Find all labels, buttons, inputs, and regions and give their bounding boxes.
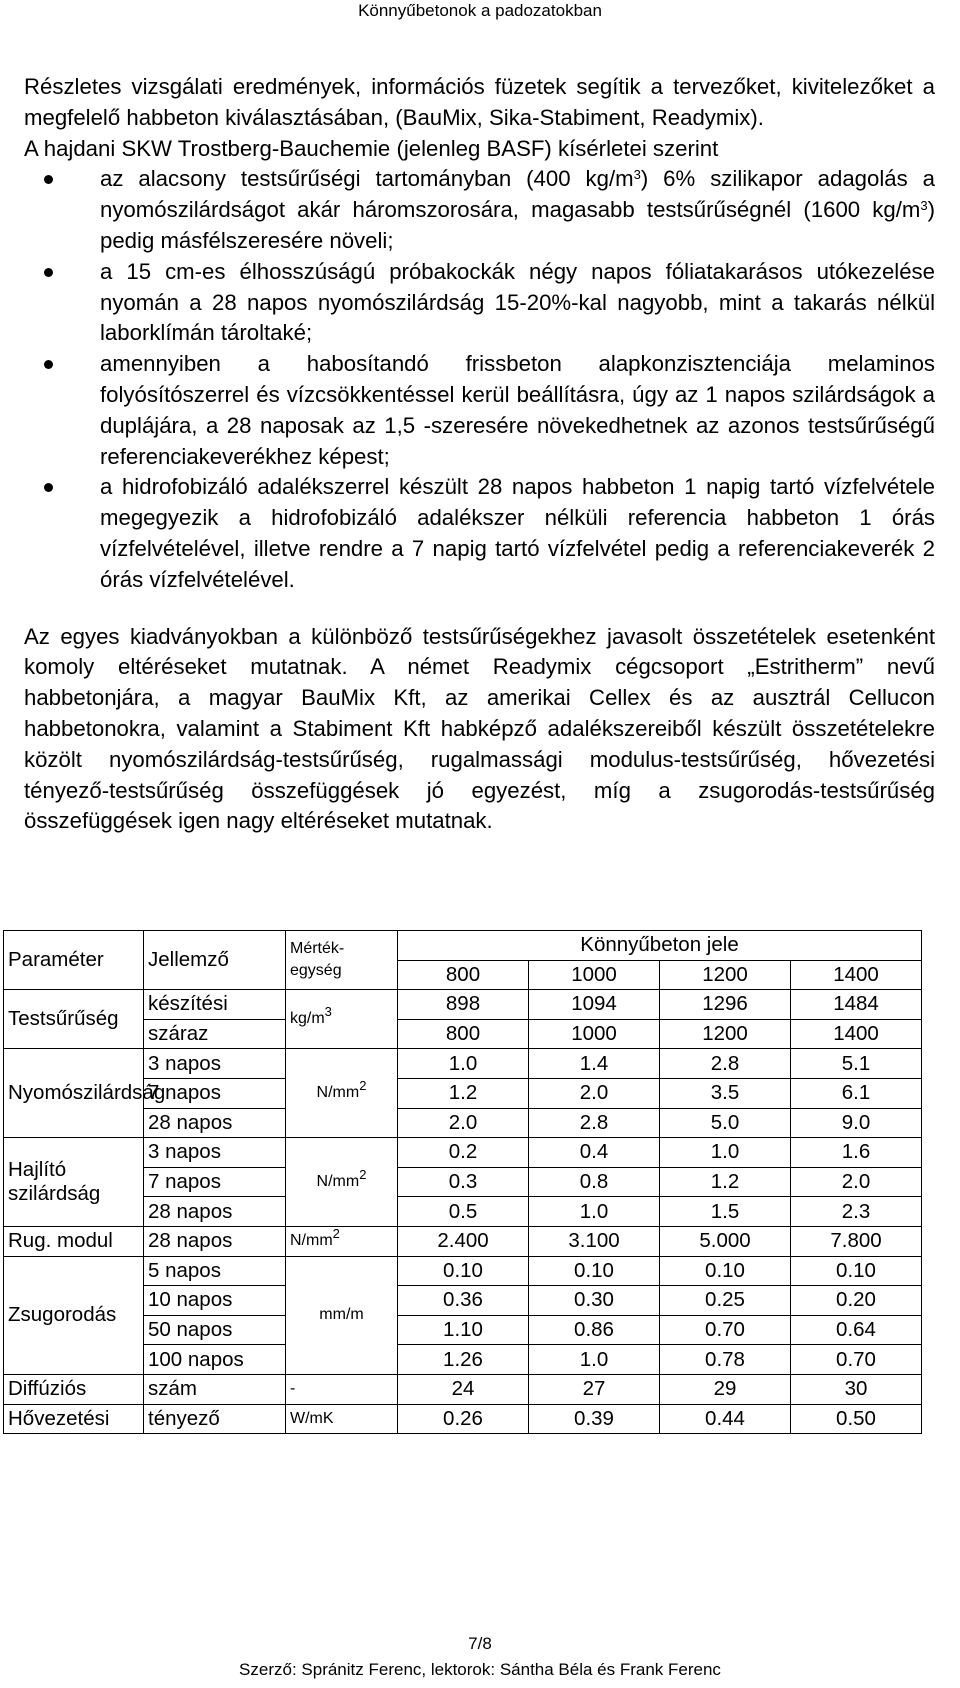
- superscript: 3: [633, 167, 641, 183]
- unit-cell: W/mK: [286, 1404, 398, 1434]
- bullet-text: az alacsony testsűrűségi tartományban (400 kg/m: [100, 166, 634, 192]
- bullet-text: a 15 cm-es élhosszúságú próbakockák négy napos fóliatakarásos utókezelése nyomán a 28 napos nyomószilárdság 15-20%-kal nagyobb, mint a takarás nélkül laborklímán tároltaké;: [100, 258, 935, 346]
- list-item: [24, 257, 935, 349]
- value-cell: 1.0: [529, 1345, 660, 1375]
- value-cell: 1.5: [660, 1197, 791, 1227]
- jellemzo-cell: készítési: [144, 990, 286, 1020]
- col-header: 800: [398, 960, 529, 990]
- unit-text: kg/m: [290, 1010, 325, 1028]
- bullet-icon: [44, 483, 53, 492]
- bullet-text: ) pedig másfélszeresére növeli;: [100, 197, 935, 253]
- jellemzo-cell: 3 napos: [144, 1049, 286, 1079]
- value-cell: 1.0: [529, 1197, 660, 1227]
- jellemzo-cell: 100 napos: [144, 1345, 286, 1375]
- value-cell: 30: [791, 1374, 922, 1404]
- header-group: Könnyűbeton jele: [398, 931, 922, 961]
- superscript: 2: [359, 1078, 367, 1094]
- superscript: 2: [332, 1226, 340, 1242]
- value-cell: 5.1: [791, 1049, 922, 1079]
- value-cell: 9.0: [791, 1108, 922, 1138]
- value-cell: 0.10: [398, 1256, 529, 1286]
- value-cell: 24: [398, 1374, 529, 1404]
- header-param: Paraméter: [4, 931, 144, 990]
- value-cell: 1.6: [791, 1138, 922, 1168]
- jellemzo-cell: 10 napos: [144, 1286, 286, 1316]
- unit-cell: [286, 990, 398, 1049]
- table-row: [4, 990, 922, 1020]
- value-cell: 0.8: [529, 1167, 660, 1197]
- value-cell: 0.20: [791, 1286, 922, 1316]
- table-row: [4, 1374, 922, 1404]
- unit-cell: [286, 1049, 398, 1138]
- jellemzo-cell: szám: [144, 1374, 286, 1404]
- value-cell: 0.25: [660, 1286, 791, 1316]
- value-cell: 27: [529, 1374, 660, 1404]
- value-cell: 0.70: [791, 1345, 922, 1375]
- value-cell: 1200: [660, 1019, 791, 1049]
- value-cell: 0.3: [398, 1167, 529, 1197]
- bullet-icon: [44, 268, 53, 277]
- param-cell: Diffúziós: [4, 1374, 144, 1404]
- value-cell: 3.5: [660, 1078, 791, 1108]
- bullet-text: a hidrofobizáló adalékszerrel készült 28 napos habbeton 1 napig tartó vízfelvétele megegyezik a hidrofobizáló adalékszer nélküli referencia habbeton 1 órás vízfelvételével, illetve rendre a 7 napig tartó vízfelvétel pedig a referenciakeverék 2 órás vízfelvételével.: [100, 474, 935, 592]
- jellemzo-cell: száraz: [144, 1019, 286, 1049]
- value-cell: 0.4: [529, 1138, 660, 1168]
- table-row: [4, 1404, 922, 1434]
- value-cell: 3.100: [529, 1226, 660, 1256]
- value-cell: 1094: [529, 990, 660, 1020]
- unit-cell: -: [286, 1374, 398, 1404]
- table-header-row: [4, 931, 922, 961]
- col-header: 1200: [660, 960, 791, 990]
- bullet-text: amennyiben a habosítandó frissbeton alapkonzisztenciája melaminos folyósítószerrel és vízcsökkentéssel kerül beállításra, úgy az 1 napos szilárdságok a duplájára, a 28 naposak az 1,5 -szeresére növekedhetnek az azonos testsűrűségű referenciakeverékhez képest;: [100, 351, 935, 469]
- value-cell: 1.0: [398, 1049, 529, 1079]
- value-cell: 0.36: [398, 1286, 529, 1316]
- value-cell: 2.3: [791, 1197, 922, 1227]
- col-header: 1400: [791, 960, 922, 990]
- header-unit: Mérték-egység: [286, 931, 398, 990]
- bullet-icon: [44, 175, 53, 184]
- jellemzo-cell: 5 napos: [144, 1256, 286, 1286]
- unit-cell: [286, 1138, 398, 1227]
- jellemzo-cell: tényező: [144, 1404, 286, 1434]
- value-cell: 898: [398, 990, 529, 1020]
- value-cell: 1.2: [398, 1078, 529, 1108]
- value-cell: 1484: [791, 990, 922, 1020]
- document-body: [24, 72, 935, 837]
- value-cell: 0.26: [398, 1404, 529, 1434]
- running-header: Könnyűbetonok a padozatokban: [358, 1, 602, 20]
- value-cell: 5.0: [660, 1108, 791, 1138]
- table-row: [4, 1049, 922, 1079]
- value-cell: 0.78: [660, 1345, 791, 1375]
- value-cell: 1.0: [660, 1138, 791, 1168]
- superscript: 2: [359, 1167, 367, 1183]
- paragraph-3: Az egyes kiadványokban a különböző testsűrűségekhez javasolt összetételek esetenként komoly eltéréseket mutatnak. A német Readymix cégcsoport „Estritherm” nevű habbetonjára, a magyar BauMix Kft, az amerikai Cellex és az ausztrál Cellucon habbetonokra, valamint a Stabiment Kft habképző adalékszereiből készült összetételekre közölt nyomószilárdság-testsűrűség, rugalmassági modulus-testsűrűség, hővezetési tényező-testsűrűség összefüggések jó egyezést, míg a zsugorodás-testsűrűség összefüggések igen nagy eltéréseket mutatnak.: [24, 623, 935, 834]
- value-cell: 5.000: [660, 1226, 791, 1256]
- unit-cell: mm/m: [286, 1256, 398, 1374]
- page-number: 7/8: [468, 1634, 492, 1653]
- value-cell: 7.800: [791, 1226, 922, 1256]
- superscript: 3: [920, 198, 928, 214]
- param-cell: Testsűrűség: [4, 990, 144, 1049]
- value-cell: 0.64: [791, 1315, 922, 1345]
- header-jellemzo: Jellemző: [144, 931, 286, 990]
- unit-text: N/mm: [316, 1084, 360, 1102]
- value-cell: 0.10: [529, 1256, 660, 1286]
- value-cell: 2.0: [398, 1108, 529, 1138]
- value-cell: 6.1: [791, 1078, 922, 1108]
- bullet-icon: [44, 360, 53, 369]
- value-cell: 29: [660, 1374, 791, 1404]
- value-cell: 1400: [791, 1019, 922, 1049]
- value-cell: 0.2: [398, 1138, 529, 1168]
- value-cell: 2.0: [529, 1078, 660, 1108]
- findings-list: [24, 164, 935, 595]
- value-cell: 0.86: [529, 1315, 660, 1345]
- param-cell: Rug. modul: [4, 1226, 144, 1256]
- list-item: [24, 472, 935, 595]
- value-cell: 0.44: [660, 1404, 791, 1434]
- bullet-text: ) 6% szilikapor adagolás a nyomószilárdságot akár háromszorosára, magasabb testsűrűségnél (1600 kg/m: [100, 166, 936, 223]
- jellemzo-cell: 7 napos: [144, 1167, 286, 1197]
- jellemzo-cell: 50 napos: [144, 1315, 286, 1345]
- value-cell: 1296: [660, 990, 791, 1020]
- param-cell: Zsugorodás: [4, 1256, 144, 1374]
- unit-cell: [286, 1226, 398, 1256]
- value-cell: 0.10: [660, 1256, 791, 1286]
- value-cell: 0.5: [398, 1197, 529, 1227]
- param-cell: Nyomószilárdság: [4, 1049, 144, 1138]
- value-cell: 0.30: [529, 1286, 660, 1316]
- jellemzo-cell: 28 napos: [144, 1226, 286, 1256]
- param-cell: Hővezetési: [4, 1404, 144, 1434]
- value-cell: 2.0: [791, 1167, 922, 1197]
- value-cell: 1.10: [398, 1315, 529, 1345]
- value-cell: 2.400: [398, 1226, 529, 1256]
- author-line: Szerző: Spránitz Ferenc, lektorok: Sántha Béla és Frank Ferenc: [239, 1660, 721, 1679]
- properties-table: [3, 930, 922, 1434]
- value-cell: 2.8: [529, 1108, 660, 1138]
- jellemzo-cell: 28 napos: [144, 1108, 286, 1138]
- table-row: [4, 1138, 922, 1168]
- list-item: [24, 349, 935, 472]
- value-cell: 2.8: [660, 1049, 791, 1079]
- superscript: 3: [324, 1004, 332, 1020]
- jellemzo-cell: 3 napos: [144, 1138, 286, 1168]
- list-item: [24, 164, 935, 256]
- param-cell: Hajlító szilárdság: [4, 1138, 144, 1227]
- value-cell: 1.26: [398, 1345, 529, 1375]
- col-header: 1000: [529, 960, 660, 990]
- value-cell: 800: [398, 1019, 529, 1049]
- jellemzo-cell: 28 napos: [144, 1197, 286, 1227]
- value-cell: 1000: [529, 1019, 660, 1049]
- value-cell: 1.2: [660, 1167, 791, 1197]
- value-cell: 1.4: [529, 1049, 660, 1079]
- jellemzo-cell: 7 napos: [144, 1078, 286, 1108]
- paragraph-1: Részletes vizsgálati eredmények, információs füzetek segítik a tervezőket, kivitelezőket a megfelelő habbeton kiválasztásában, (BauMix, Sika-Stabiment, Readymix).: [24, 74, 935, 130]
- unit-text: N/mm: [316, 1173, 360, 1191]
- value-cell: 0.10: [791, 1256, 922, 1286]
- paragraph-intro: A hajdani SKW Trostberg-Bauchemie (jelenleg BASF) kísérletei szerint: [24, 135, 719, 161]
- value-cell: 0.39: [529, 1404, 660, 1434]
- value-cell: 0.70: [660, 1315, 791, 1345]
- table-row: [4, 1226, 922, 1256]
- unit-text: N/mm: [290, 1232, 333, 1250]
- value-cell: 0.50: [791, 1404, 922, 1434]
- table-row: [4, 1256, 922, 1286]
